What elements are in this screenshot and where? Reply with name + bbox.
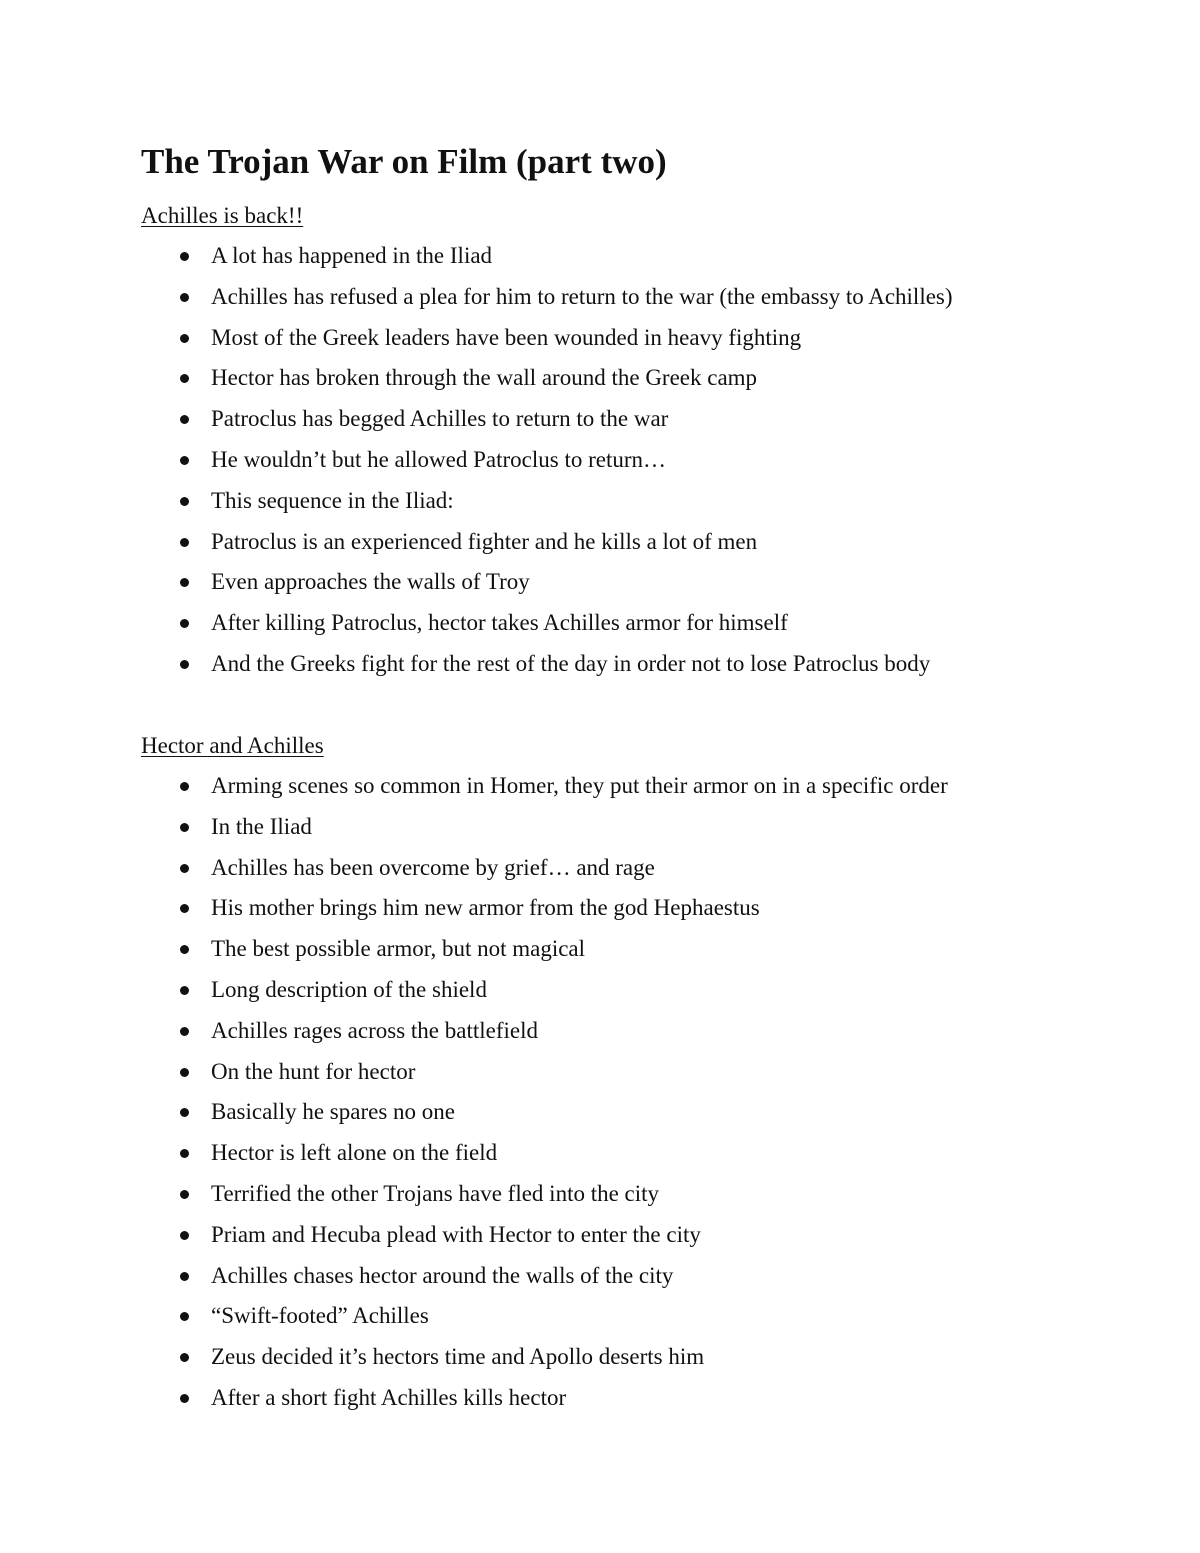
list-item	[141, 322, 1141, 363]
list-item	[141, 1056, 1141, 1097]
list-item-text: Long description of the shield	[211, 976, 487, 1002]
bullet-icon	[180, 1149, 189, 1158]
bullet-icon	[180, 334, 189, 343]
list-item-text: Hector has broken through the wall around the Greek camp	[211, 365, 758, 391]
list-item	[141, 526, 1141, 567]
bullet-icon	[180, 660, 189, 669]
list-item-text: Arming scenes so common in Homer, they put their armor on in a specific order	[211, 773, 948, 798]
list-item	[141, 648, 1141, 689]
list-item-text: He wouldn’t but he allowed Patroclus to return…	[211, 446, 667, 472]
list-item-text: Achilles has refused a plea for him to return to the war (the embassy to Achilles)	[211, 283, 953, 309]
bullet-icon	[180, 1312, 189, 1321]
list-item	[141, 566, 1141, 607]
bullet-icon	[180, 945, 189, 954]
list-item-text: After killing Patroclus, hector takes Achilles armor for himself	[211, 610, 788, 636]
bullet-icon	[180, 497, 189, 506]
bullet-icon	[180, 782, 189, 791]
list-item-text: In the Iliad	[211, 813, 312, 839]
list-item-text: Hector is left alone on the field	[211, 1140, 498, 1166]
bullet-icon	[180, 538, 189, 547]
list-item-text: On the hunt for hector	[211, 1058, 416, 1084]
bullet-list	[141, 770, 1141, 1423]
list-item-text: Even approaches the walls of Troy	[211, 569, 530, 595]
bullet-icon	[180, 1272, 189, 1281]
list-item-text: A lot has happened in the Iliad	[211, 243, 493, 268]
bullet-icon	[180, 1108, 189, 1117]
bullet-icon	[180, 1068, 189, 1077]
list-item	[141, 1015, 1141, 1056]
list-item-text: And the Greeks fight for the rest of the day in order not to lose Patroclus body	[211, 650, 931, 676]
list-item	[141, 240, 1141, 281]
list-item	[141, 1137, 1141, 1178]
bullet-icon	[180, 619, 189, 628]
bullet-icon	[180, 864, 189, 873]
section-heading: Achilles is back!!	[141, 203, 304, 228]
bullet-icon	[180, 578, 189, 587]
list-item	[141, 1382, 1141, 1423]
list-item-text: Priam and Hecuba plead with Hector to enter the city	[211, 1221, 701, 1247]
list-item	[141, 1341, 1141, 1382]
bullet-icon	[180, 415, 189, 424]
list-item-text: “Swift-footed” Achilles	[211, 1303, 429, 1329]
bullet-icon	[180, 252, 189, 261]
bullet-icon	[180, 1027, 189, 1036]
list-item-text: The best possible armor, but not magical	[211, 936, 586, 962]
list-item-text: Zeus decided it’s hectors time and Apollo deserts him	[211, 1344, 705, 1370]
list-item	[141, 852, 1141, 893]
bullet-icon	[180, 1190, 189, 1199]
list-item-text: After a short fight Achilles kills hector	[211, 1384, 567, 1410]
list-item	[141, 403, 1141, 444]
list-item-text: Patroclus has begged Achilles to return to the war	[211, 406, 669, 432]
list-item	[141, 1219, 1141, 1260]
list-item	[141, 933, 1141, 974]
bullet-icon	[180, 904, 189, 913]
bullet-icon	[180, 456, 189, 465]
bullet-icon	[180, 823, 189, 832]
list-item	[141, 1096, 1141, 1137]
section-heading: Hector and Achilles	[141, 733, 324, 758]
list-item-text: Terrified the other Trojans have fled into the city	[211, 1180, 660, 1206]
list-item-text: Most of the Greek leaders have been wounded in heavy fighting	[211, 324, 802, 350]
bullet-icon	[180, 986, 189, 995]
list-item-text: Basically he spares no one	[211, 1099, 455, 1125]
section-hector-and-achilles	[141, 730, 1141, 1423]
section-achilles-is-back	[141, 200, 1141, 689]
list-item-text: Patroclus is an experienced fighter and he kills a lot of men	[211, 528, 758, 554]
list-item-text: Achilles rages across the battlefield	[211, 1017, 538, 1043]
list-item	[141, 362, 1141, 403]
bullet-list	[141, 240, 1141, 689]
list-item	[141, 607, 1141, 648]
list-item-text: Achilles has been overcome by grief… and rage	[211, 854, 655, 880]
list-item	[141, 974, 1141, 1015]
bullet-icon	[180, 1353, 189, 1362]
list-item-text: Achilles chases hector around the walls of the city	[211, 1262, 674, 1288]
document-title: The Trojan War on Film (part two)	[141, 142, 667, 181]
bullet-icon	[180, 1231, 189, 1240]
list-item	[141, 444, 1141, 485]
bullet-icon	[180, 1394, 189, 1403]
list-item-text: His mother brings him new armor from the god Hephaestus	[211, 895, 760, 921]
list-item	[141, 485, 1141, 526]
list-item	[141, 811, 1141, 852]
list-item	[141, 281, 1141, 322]
list-item	[141, 1178, 1141, 1219]
list-item	[141, 1300, 1141, 1341]
list-item-text: This sequence in the Iliad:	[211, 487, 454, 513]
bullet-icon	[180, 374, 189, 383]
list-item	[141, 1260, 1141, 1301]
list-item	[141, 770, 1141, 811]
list-item	[141, 892, 1141, 933]
bullet-icon	[180, 293, 189, 302]
